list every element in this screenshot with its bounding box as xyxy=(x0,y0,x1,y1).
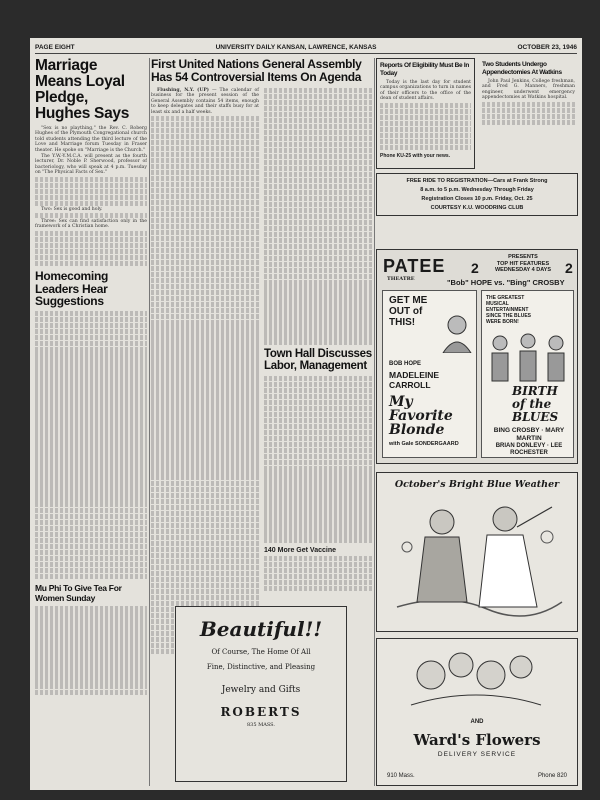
article-homecoming xyxy=(35,311,147,580)
ad-store-name: ROBERTS xyxy=(220,705,302,719)
ad-roberts-jewelry: Beautiful!! Of Course, The Home Of All Fine, Distinctive, and Pleasing Jewelry and Gifts ROBERTS 835 MASS. xyxy=(175,606,347,782)
column-center xyxy=(151,58,372,786)
article-un-left: Flushing, N.Y. (UP) — The calendar of business for the present session of the General Assembly contains 54 items, enough to keep delegates and their staffs busy for at least six and a half weeks. xyxy=(151,88,259,655)
paper-name: UNIVERSITY DAILY KANSAN, LAWRENCE, KANSAS xyxy=(215,44,377,51)
film-title-blonde: My Favorite Blonde xyxy=(389,394,453,438)
ad-october-weather: October's Bright Blue Weather xyxy=(376,472,578,632)
box-eligibility: Reports Of Eligibility Must Be In Today Today is the last day for student campus organizations to turn in names of their officers to the office of the dean of student affairs. Phone KU-25 with your news. xyxy=(376,58,475,169)
couple-illustration-icon xyxy=(387,497,569,627)
bob-hope-illustration-icon xyxy=(439,313,475,353)
page-header xyxy=(35,42,577,54)
column-left xyxy=(35,58,147,786)
box-appendectomies: Two Students Undergo Appendectomies At Watkins John Paul Jenkins, College freshman, and Fred G. Manners, freshman engineer, underwent emergency appendectomies at Watkins hospital. xyxy=(479,58,578,169)
flower-arrangement-icon xyxy=(391,645,561,715)
poster-birth-of-the-blues: THE GREATEST MUSICAL ENTERTAINMENT SINCE THE BLUES WERE BORN! BIRTH of the BLUES BING CROSBY · MARY MARTIN BRIAN DONLEVY · LEE ROCHESTER xyxy=(481,290,574,458)
band-illustration-icon xyxy=(486,331,570,383)
theatre-name: PATEE xyxy=(383,256,446,276)
headline-town-hall: Town Hall Discusses Labor, Management xyxy=(264,347,372,373)
column-rule xyxy=(374,58,375,786)
newspaper-page xyxy=(30,38,582,790)
headline-mu-phi: Mu Phi To Give Tea For Women Sunday xyxy=(35,583,122,603)
article-un-right xyxy=(264,88,372,655)
ad-wards-flowers: AND Ward's Flowers DELIVERY SERVICE 910 Mass. Phone 820 xyxy=(376,638,578,786)
film-title-blues: BIRTH of the BLUES xyxy=(512,384,559,424)
headline-marriage: Marriage Means Loyal Pledge, Hughes Says xyxy=(35,58,130,122)
article-marriage: "Sex is no plaything," the Rev. C. Roberg Hughes of the Plymouth Congregational church told students attending the third lecture of the Love and Marriage forum Tuesday in Fraser theater. He spoke on "Marriage is the Church." The Y.W.-Y.M.C.A. will present as the fourth lecturer, Dr. Noble P. Sherwood, professor of bacteriology, who will speak at 4 p.m. Tuesday on "The Physical Facts of Sex." Two: Sex is good and holy. Three: Sex can find satisfaction only in the framework of a Christian home. xyxy=(35,126,147,266)
ad-patee-theatre: PATEE THEATRE 2 2 PRESENTS TOP HIT FEATURES WEDNESDAY 4 DAYS "Bob" HOPE vs. "Bing" CROSBY GET ME OUT of THIS! BOB HOPE MADELEINE CARROLL My Favorite Blonde with Gale SONDERGAARD THE GREATEST MUSICAL ENTERTAINMENT SINCE THE BLUES WERE BORN! BIRTH of the BLUES BING CROSBY · MARY MARTIN BRIAN DONLEVY · LEE ROCHESTER xyxy=(376,249,578,464)
issue-date: OCTOBER 23, 1946 xyxy=(517,44,577,51)
headline-homecoming: Homecoming Leaders Hear Suggestions xyxy=(35,269,109,309)
ad-free-ride: FREE RIDE TO REGISTRATION—Cars at Frank Strong 8 a.m. to 5 p.m. Wednesday Through Friday Registration Closes 10 p.m. Friday, Oct. 25 COURTESY K.U. WOODRING CLUB xyxy=(376,173,578,216)
ad-title: Beautiful!! xyxy=(199,617,323,641)
article-mu-phi xyxy=(35,606,147,695)
column-rule xyxy=(149,58,150,786)
feature-matchup: "Bob" HOPE vs. "Bing" CROSBY xyxy=(447,278,565,287)
subhead-vaccine: 140 More Get Vaccine xyxy=(264,546,336,554)
florist-name: Ward's Flowers xyxy=(413,731,541,749)
page-number: PAGE EIGHT xyxy=(35,44,75,51)
headline-un-assembly: First United Nations General Assembly Has 54 Controversial Items On Agenda xyxy=(151,58,362,84)
poster-my-favorite-blonde: GET ME OUT of THIS! BOB HOPE MADELEINE CARROLL My Favorite Blonde with Gale SONDERGAARD xyxy=(382,290,477,458)
column-right xyxy=(376,58,578,786)
